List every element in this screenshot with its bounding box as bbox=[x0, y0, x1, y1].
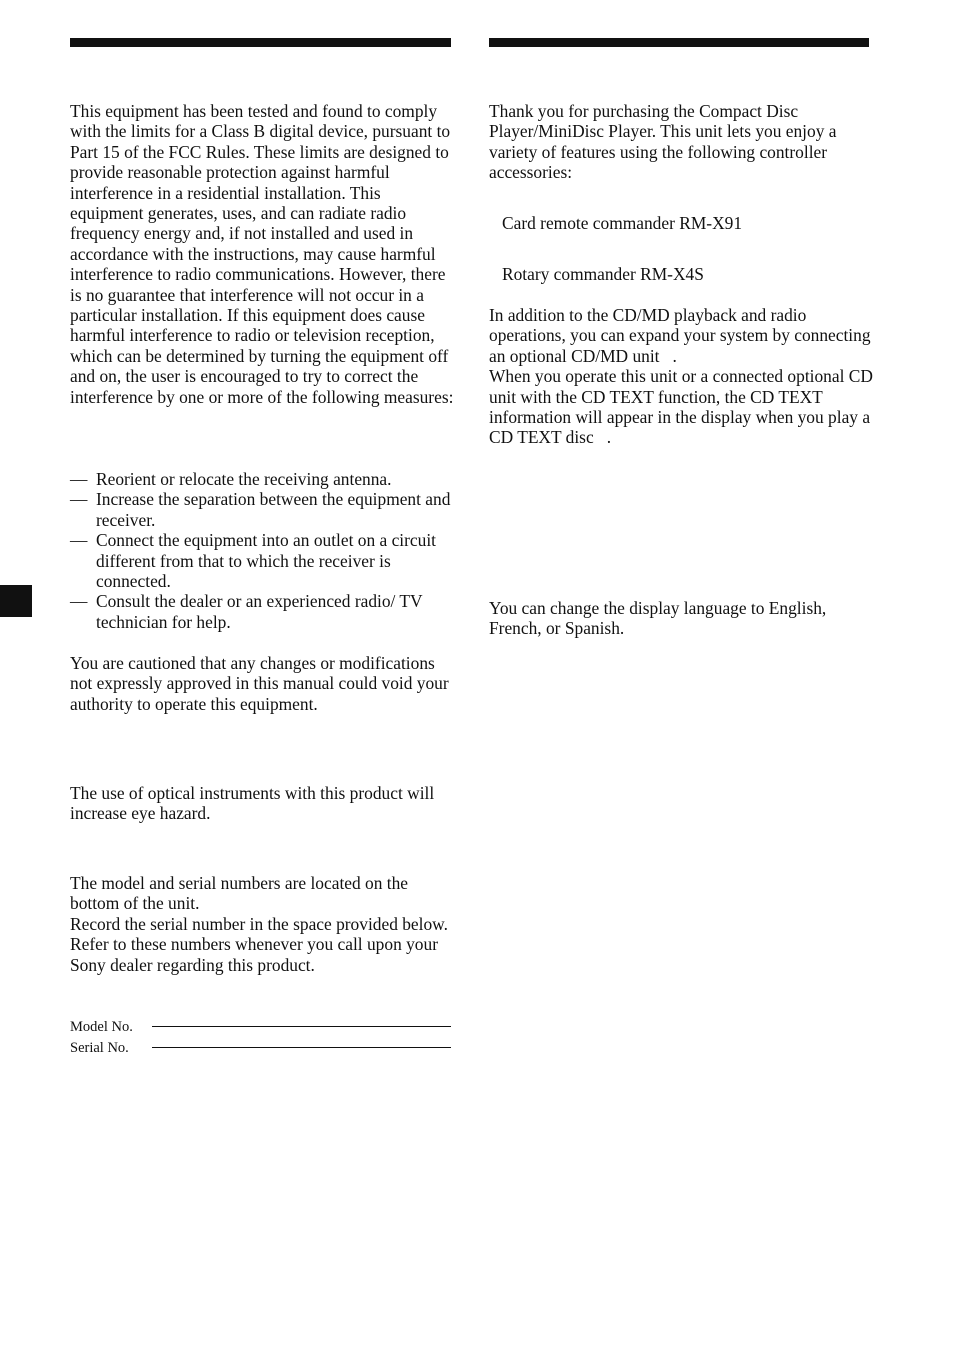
list-item: — Connect the equipment into an outlet on a circuit different from that to which the receiver is connected. bbox=[70, 530, 436, 592]
right-column bbox=[489, 0, 874, 1352]
section-tab-marker bbox=[0, 585, 32, 617]
serial-number-label: Serial No. bbox=[70, 1039, 129, 1056]
model-number-label: Model No. bbox=[70, 1018, 133, 1035]
model-number-blank-line bbox=[152, 1026, 451, 1027]
list-item: — Consult the dealer or an experienced radio/ TV technician for help. bbox=[70, 591, 423, 632]
expansion-paragraph: In addition to the CD/MD playback and radio operations, you can expand your system by connecting an optional CD/MD unit . bbox=[489, 305, 871, 366]
accessory-card-remote: Card remote commander RM-X91 bbox=[502, 213, 743, 233]
model-serial-info bbox=[70, 873, 455, 975]
refer-numbers-text: Refer to these numbers whenever you call upon your Sony dealer regarding this product. bbox=[70, 934, 438, 975]
serial-number-blank-line bbox=[152, 1047, 451, 1048]
list-item: — Reorient or relocate the receiving antenna. bbox=[70, 469, 392, 489]
model-location-text: The model and serial numbers are located on the bottom of the unit. bbox=[70, 873, 409, 914]
cd-text-paragraph: When you operate this unit or a connected optional CD unit with the CD TEXT function, the CD TEXT information will appear in the display when you play a CD TEXT disc . bbox=[489, 366, 873, 448]
interference-measures-list bbox=[70, 469, 455, 632]
optical-warning-paragraph: The use of optical instruments with this product will increase eye hazard. bbox=[70, 783, 435, 824]
caution-paragraph: You are cautioned that any changes or modifications not expressly approved in this manual could void your authority to operate this equipment. bbox=[70, 653, 449, 714]
left-column bbox=[70, 0, 455, 1352]
fcc-compliance-paragraph: This equipment has been tested and found to comply with the limits for a Class B digital device, pursuant to Part 15 of the FCC Rules. These limits are designed to provide reasonable protection against harmful interference in a residential installation. This equipment generates, uses, and can radiate radio frequency energy and, if not installed and used in accordance with the instructions, may cause harmful interference to radio communications. However, there is no guarantee that interference will not occur in a particular installation. If this equipment does cause harmful interference to radio or television reception, which can be determined by turning the equipment off and on, the user is encouraged to try to correct the interference by one or more of the following measures: bbox=[70, 101, 454, 407]
system-expansion-text bbox=[489, 305, 874, 448]
model-number-field bbox=[70, 1017, 451, 1037]
record-serial-text: Record the serial number in the space provided below. bbox=[70, 913, 448, 934]
display-language-paragraph: You can change the display language to English, French, or Spanish. bbox=[489, 598, 827, 639]
list-item: — Increase the separation between the equipment and receiver. bbox=[70, 489, 451, 530]
serial-number-field bbox=[70, 1038, 451, 1058]
thanks-paragraph: Thank you for purchasing the Compact Disc Player/MiniDisc Player. This unit lets you enjoy a variety of features using the following controller accessories: bbox=[489, 101, 837, 183]
accessory-rotary-commander: Rotary commander RM-X4S bbox=[502, 264, 704, 284]
